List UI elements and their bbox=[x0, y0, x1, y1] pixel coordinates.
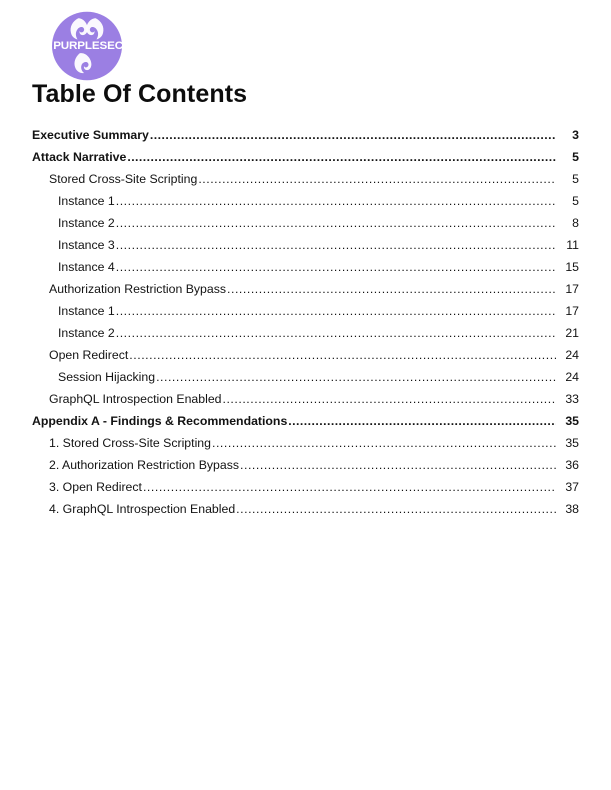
toc-entry-label: 2. Authorization Restriction Bypass bbox=[49, 458, 240, 472]
toc-dot-leader bbox=[227, 282, 556, 294]
toc-entry[interactable] bbox=[32, 128, 579, 150]
toc-entry-page-number: 24 bbox=[565, 370, 579, 384]
toc-entry-label: Instance 1 bbox=[58, 194, 115, 208]
toc-entry[interactable] bbox=[32, 392, 579, 414]
toc-dot-leader bbox=[288, 414, 556, 426]
toc-entry-label: Session Hijacking bbox=[58, 370, 156, 384]
toc-entry-page-number: 35 bbox=[565, 436, 579, 450]
toc-dot-leader bbox=[116, 194, 556, 206]
toc-dot-leader bbox=[116, 238, 556, 250]
toc-entry[interactable] bbox=[32, 282, 579, 304]
toc-entry-label: Appendix A - Findings & Recommendations bbox=[32, 414, 288, 428]
toc-entry-page-number: 17 bbox=[565, 304, 579, 318]
toc-dot-leader bbox=[236, 502, 556, 514]
toc-entry-label: Stored Cross-Site Scripting bbox=[49, 172, 198, 186]
toc-dot-leader bbox=[129, 348, 556, 360]
toc-entry-page-number: 38 bbox=[565, 502, 579, 516]
toc-entry-label: Instance 1 bbox=[58, 304, 115, 318]
toc-entry-label: Open Redirect bbox=[49, 348, 129, 362]
toc-dot-leader bbox=[116, 326, 556, 338]
purplesec-seahorse-logo bbox=[50, 11, 124, 81]
toc-entry-label: Instance 2 bbox=[58, 326, 115, 340]
toc-entry[interactable] bbox=[32, 216, 579, 238]
toc-dot-leader bbox=[116, 216, 556, 228]
toc-entry-page-number: 17 bbox=[565, 282, 579, 296]
toc-dot-leader bbox=[198, 172, 556, 184]
toc-entry-page-number: 24 bbox=[565, 348, 579, 362]
toc-entry[interactable] bbox=[32, 304, 579, 326]
toc-entry-label: Authorization Restriction Bypass bbox=[49, 282, 227, 296]
toc-entry[interactable] bbox=[32, 150, 579, 172]
toc-entry-label: Instance 3 bbox=[58, 238, 115, 252]
toc-entry-page-number: 5 bbox=[572, 194, 579, 208]
toc-entry-page-number: 5 bbox=[572, 172, 579, 186]
toc-entry-page-number: 15 bbox=[565, 260, 579, 274]
toc-entry-page-number: 36 bbox=[565, 458, 579, 472]
toc-dot-leader bbox=[127, 150, 556, 162]
toc-entry-label: 4. GraphQL Introspection Enabled bbox=[49, 502, 236, 516]
toc-dot-leader bbox=[116, 304, 556, 316]
toc-entry-page-number: 35 bbox=[565, 414, 579, 428]
page-title: Table Of Contents bbox=[32, 80, 248, 108]
toc-entry[interactable] bbox=[32, 370, 579, 392]
toc-dot-leader bbox=[150, 128, 556, 140]
toc-entry-label: Instance 2 bbox=[58, 216, 115, 230]
toc-entry-label: 3. Open Redirect bbox=[49, 480, 142, 494]
toc-entry-page-number: 33 bbox=[565, 392, 579, 406]
toc-entry[interactable] bbox=[32, 458, 579, 480]
toc-entry-label: Attack Narrative bbox=[32, 150, 127, 164]
purplesec-logo bbox=[50, 11, 124, 81]
toc-entry-page-number: 3 bbox=[572, 128, 579, 142]
toc-entry-page-number: 37 bbox=[565, 480, 579, 494]
toc-dot-leader bbox=[240, 458, 556, 470]
toc-dot-leader bbox=[156, 370, 556, 382]
toc-dot-leader bbox=[223, 392, 557, 404]
toc-dot-leader bbox=[116, 260, 556, 272]
toc-entry-label: Instance 4 bbox=[58, 260, 115, 274]
toc-entry[interactable] bbox=[32, 194, 579, 216]
table-of-contents bbox=[32, 128, 579, 524]
toc-entry[interactable] bbox=[32, 480, 579, 502]
toc-entry-page-number: 11 bbox=[566, 238, 579, 252]
toc-entry-page-number: 8 bbox=[572, 216, 579, 230]
toc-entry[interactable] bbox=[32, 260, 579, 282]
toc-dot-leader bbox=[212, 436, 556, 448]
toc-entry[interactable] bbox=[32, 348, 579, 370]
toc-entry-label: GraphQL Introspection Enabled bbox=[49, 392, 222, 406]
toc-entry-page-number: 5 bbox=[572, 150, 579, 164]
toc-dot-leader bbox=[143, 480, 556, 492]
toc-entry[interactable] bbox=[32, 172, 579, 194]
toc-entry-label: Executive Summary bbox=[32, 128, 149, 142]
toc-entry[interactable] bbox=[32, 326, 579, 348]
toc-entry[interactable] bbox=[32, 238, 579, 260]
toc-entry[interactable] bbox=[32, 436, 579, 458]
toc-entry[interactable] bbox=[32, 502, 579, 524]
toc-entry[interactable] bbox=[32, 414, 579, 436]
purplesec-wordmark: PURPLESEC bbox=[53, 40, 123, 52]
toc-entry-page-number: 21 bbox=[565, 326, 579, 340]
toc-entry-label: 1. Stored Cross-Site Scripting bbox=[49, 436, 211, 450]
